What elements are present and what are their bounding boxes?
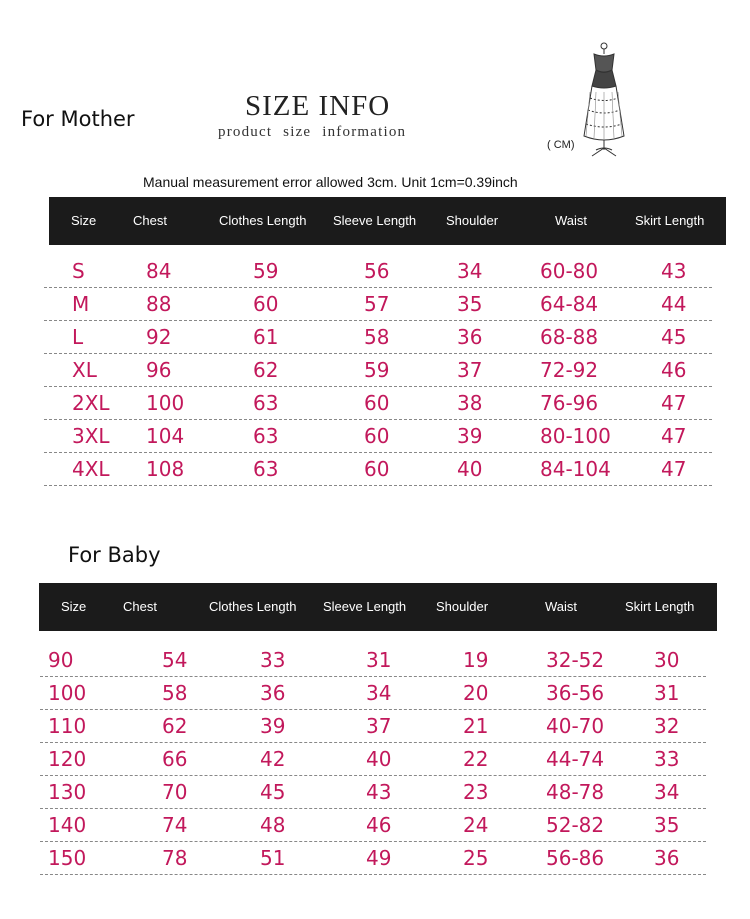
row-divider [40, 775, 706, 776]
table-cell: 63 [253, 391, 279, 415]
table-cell: 70 [162, 780, 188, 804]
table-cell: 4XL [72, 457, 110, 481]
table-cell: 37 [457, 358, 483, 382]
table-cell: S [72, 259, 85, 283]
row-divider [40, 874, 706, 875]
unit-label: ( CM) [547, 139, 575, 151]
table-cell: 33 [260, 648, 286, 672]
table-row [44, 290, 712, 323]
table-cell: 60 [364, 457, 390, 481]
table-row [40, 811, 706, 844]
table-cell: 62 [253, 358, 279, 382]
row-divider [44, 386, 712, 387]
table-cell: 3XL [72, 424, 110, 448]
column-header: Size [61, 599, 87, 614]
table-row [40, 646, 706, 679]
table-cell: 57 [364, 292, 390, 316]
table-cell: 45 [661, 325, 687, 349]
table-cell: 43 [366, 780, 392, 804]
column-header: Skirt Length [625, 599, 695, 614]
table-cell: 78 [162, 846, 188, 870]
column-header: Waist [555, 213, 588, 228]
table-row [44, 422, 712, 455]
table-cell: 68-88 [540, 325, 599, 349]
table-cell: 59 [364, 358, 390, 382]
table-cell: 25 [463, 846, 489, 870]
column-header: Waist [545, 599, 578, 614]
table-cell: 150 [48, 846, 87, 870]
table-cell: 63 [253, 457, 279, 481]
table-cell: 48-78 [546, 780, 605, 804]
table-cell: 42 [260, 747, 286, 771]
table-cell: 130 [48, 780, 87, 804]
table-cell: 72-92 [540, 358, 599, 382]
table-cell: M [72, 292, 90, 316]
table-cell: 45 [260, 780, 286, 804]
table-cell: 49 [366, 846, 392, 870]
table-cell: 23 [463, 780, 489, 804]
table-cell: 44 [661, 292, 687, 316]
table-row [44, 356, 712, 389]
table-cell: 35 [457, 292, 483, 316]
table-cell: 100 [48, 681, 87, 705]
table-cell: 96 [146, 358, 172, 382]
table-cell: 66 [162, 747, 188, 771]
column-header: Chest [133, 213, 167, 228]
table-row [40, 679, 706, 712]
table-cell: 2XL [72, 391, 110, 415]
table-cell: 62 [162, 714, 188, 738]
table-row [44, 323, 712, 356]
row-divider [40, 742, 706, 743]
table-cell: L [72, 325, 84, 349]
row-divider [44, 452, 712, 453]
size-info-title: SIZE INFO [245, 90, 391, 122]
table-cell: 22 [463, 747, 489, 771]
table-cell: 84-104 [540, 457, 611, 481]
table-cell: 34 [654, 780, 680, 804]
dress-form-icon [570, 40, 642, 160]
column-header: Size [71, 213, 97, 228]
size-info-subtitle: product size information [218, 124, 407, 140]
table-cell: 33 [654, 747, 680, 771]
table-row [44, 455, 712, 488]
table-cell: 37 [366, 714, 392, 738]
table-cell: 140 [48, 813, 87, 837]
column-header: Chest [123, 599, 157, 614]
table-cell: 51 [260, 846, 286, 870]
table-cell: 74 [162, 813, 188, 837]
table-cell: 60 [253, 292, 279, 316]
table-cell: 35 [654, 813, 680, 837]
table-cell: 64-84 [540, 292, 599, 316]
table-cell: 100 [146, 391, 185, 415]
table-cell: 92 [146, 325, 172, 349]
table-cell: 56-86 [546, 846, 605, 870]
table-cell: 34 [457, 259, 483, 283]
table-cell: 36 [457, 325, 483, 349]
table-cell: 20 [463, 681, 489, 705]
table-cell: 31 [654, 681, 680, 705]
table-cell: 48 [260, 813, 286, 837]
for-mother-label: For Mother [21, 107, 135, 131]
table-cell: 59 [253, 259, 279, 283]
row-divider [44, 353, 712, 354]
table-cell: 60 [364, 391, 390, 415]
table-row [40, 844, 706, 877]
row-divider [44, 320, 712, 321]
table-cell: 108 [146, 457, 185, 481]
table-cell: 21 [463, 714, 489, 738]
table-cell: 40 [457, 457, 483, 481]
table-cell: 52-82 [546, 813, 605, 837]
table-row [44, 257, 712, 290]
table-cell: 32 [654, 714, 680, 738]
table-cell: 36 [654, 846, 680, 870]
table-cell: 56 [364, 259, 390, 283]
column-header: Clothes Length [209, 599, 297, 614]
table-cell: 60 [364, 424, 390, 448]
table-cell: 61 [253, 325, 279, 349]
table-cell: 90 [48, 648, 74, 672]
table-cell: 88 [146, 292, 172, 316]
table-cell: 43 [661, 259, 687, 283]
column-header: Clothes Length [219, 213, 307, 228]
table-cell: 80-100 [540, 424, 611, 448]
table-cell: 47 [661, 457, 687, 481]
table-cell: 39 [260, 714, 286, 738]
table-row [40, 745, 706, 778]
table-cell: 44-74 [546, 747, 605, 771]
table-cell: 46 [661, 358, 687, 382]
table-cell: 34 [366, 681, 392, 705]
table-cell: 24 [463, 813, 489, 837]
measurement-note: Manual measurement error allowed 3cm. Unit 1cm=0.39inch [143, 174, 518, 190]
column-header: Shoulder [446, 213, 499, 228]
table-cell: 58 [162, 681, 188, 705]
table-cell: 63 [253, 424, 279, 448]
table-cell: XL [72, 358, 97, 382]
table-cell: 40-70 [546, 714, 605, 738]
for-baby-label: For Baby [68, 543, 161, 567]
row-divider [40, 808, 706, 809]
column-header: Shoulder [436, 599, 489, 614]
table-row [44, 389, 712, 422]
column-header: Skirt Length [635, 213, 705, 228]
table-cell: 19 [463, 648, 489, 672]
table-cell: 36-56 [546, 681, 605, 705]
table-cell: 58 [364, 325, 390, 349]
column-header: Sleeve Length [333, 213, 417, 228]
table-cell: 38 [457, 391, 483, 415]
table-row [40, 778, 706, 811]
table-cell: 104 [146, 424, 185, 448]
table-cell: 47 [661, 424, 687, 448]
table-cell: 40 [366, 747, 392, 771]
row-divider [44, 419, 712, 420]
table-cell: 36 [260, 681, 286, 705]
table-cell: 46 [366, 813, 392, 837]
mother-table-header [49, 197, 726, 245]
table-cell: 32-52 [546, 648, 605, 672]
table-cell: 47 [661, 391, 687, 415]
table-cell: 31 [366, 648, 392, 672]
row-divider [44, 287, 712, 288]
table-row [40, 712, 706, 745]
table-cell: 39 [457, 424, 483, 448]
row-divider [44, 485, 712, 486]
table-cell: 84 [146, 259, 172, 283]
table-cell: 110 [48, 714, 87, 738]
table-cell: 60-80 [540, 259, 599, 283]
row-divider [40, 709, 706, 710]
row-divider [40, 841, 706, 842]
table-cell: 76-96 [540, 391, 599, 415]
column-header: Sleeve Length [323, 599, 407, 614]
table-cell: 120 [48, 747, 87, 771]
table-cell: 54 [162, 648, 188, 672]
baby-table-header [39, 583, 717, 631]
row-divider [40, 676, 706, 677]
table-cell: 30 [654, 648, 680, 672]
